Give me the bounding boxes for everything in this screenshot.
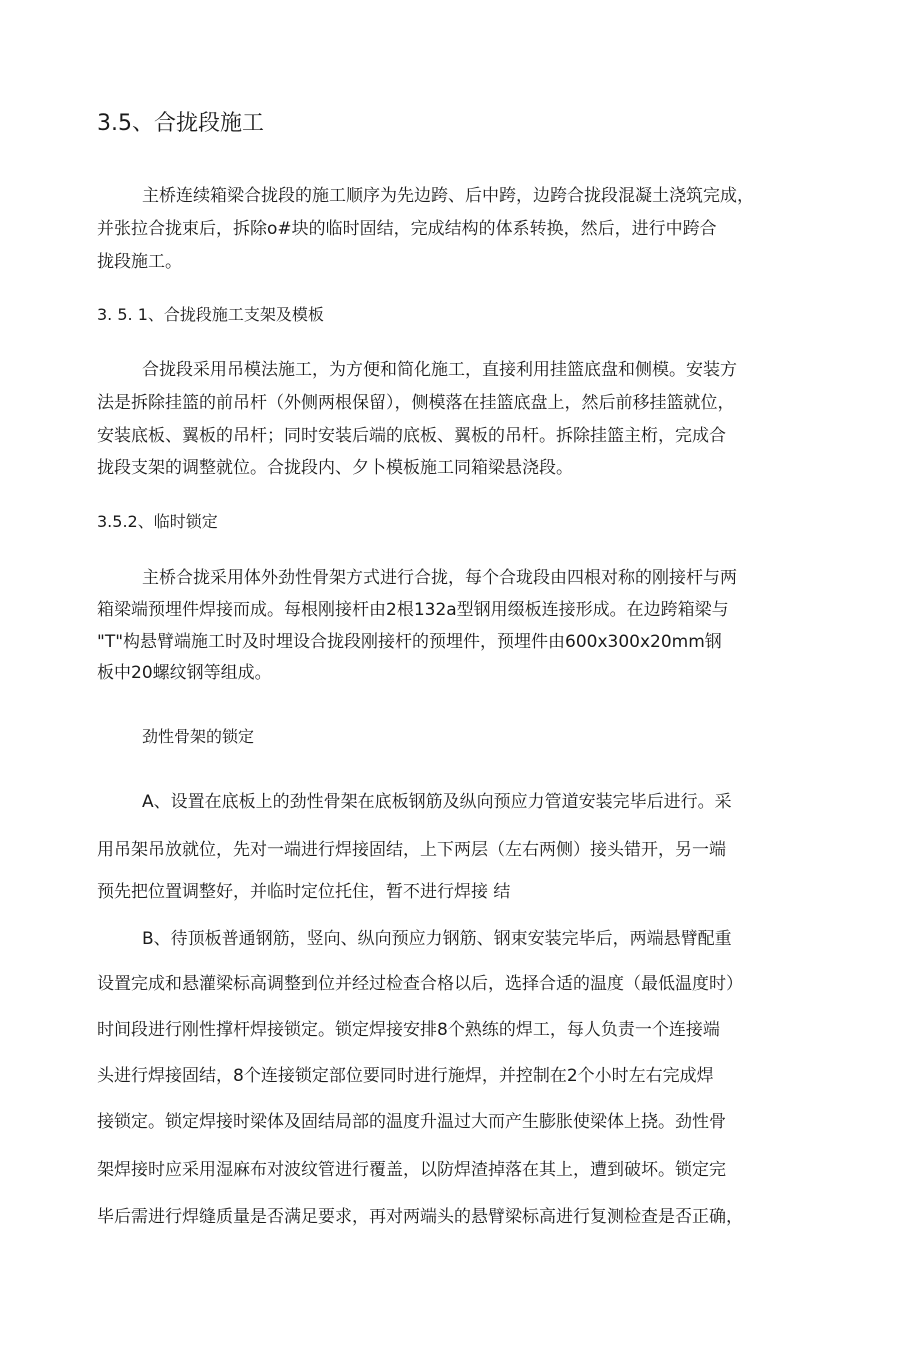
para3-line-2: 箱梁端预埋件焊接而成。每根刚接杆由2根132a型钢用缀板连接形成。在边跨箱梁与 — [97, 600, 729, 620]
para3-line-3: "T"构悬臂端施工时及时埋设合拢段刚接杆的预埋件，预埋件由600x300x20mm钢 — [97, 632, 722, 652]
subsection-heading-3: 劲性骨架的锁定 — [142, 727, 255, 746]
paraB-line-2: 设置完成和悬灌梁标高调整到位并经过检查合格以后，选择合适的温度（最低温度时） — [97, 974, 743, 994]
para1-line-3: 拢段施工。 — [97, 252, 182, 272]
paraA-line-3: 预先把位置调整好，并临时定位托住，暂不进行焊接 结 — [97, 882, 511, 902]
para3-line-1: 主桥合拢采用体外劲性骨架方式进行合拢，每个合珑段由四根对称的刚接杆与两 — [142, 568, 737, 588]
paraA-line-1: A、设置在底板上的劲性骨架在底板钢筋及纵向预应力管道安装完毕后进行。采 — [142, 792, 732, 812]
section-heading: 3.5、合拢段施工 — [97, 111, 264, 136]
paraB-line-7: 毕后需进行焊缝质量是否满足要求，再对两端头的悬臂梁标高进行复测检查是否正确， — [97, 1207, 743, 1227]
para2-line-1: 合拢段采用吊模法施工，为方便和简化施工，直接利用挂篮底盘和侧模。安装方 — [142, 360, 737, 380]
para3-line-4: 板中20螺纹钢等组成。 — [97, 663, 272, 683]
para1-line-2: 并张拉合拢束后，拆除o#块的临时固结，完成结构的体系转换，然后，进行中跨合 — [97, 219, 717, 239]
paraB-line-5: 接锁定。锁定焊接时梁体及固结局部的温度升温过大而产生膨胀使梁体上挠。劲性骨 — [97, 1112, 726, 1132]
para2-line-2: 法是拆除挂篮的前吊杆（外侧两根保留），侧模落在挂篮底盘上，然后前移挂篮就位， — [97, 393, 735, 413]
para1-line-1: 主桥连续箱梁合拢段的施工顺序为先边跨、后中跨，边跨合拢段混凝土浇筑完成， — [142, 186, 754, 206]
paraB-line-6: 架焊接时应采用湿麻布对波纹管进行覆盖，以防焊渣掉落在其上，遭到破坏。锁定完 — [97, 1160, 726, 1180]
subsection-heading-1: 3. 5. 1、合拢段施工支架及模板 — [97, 305, 324, 324]
paraB-line-1: B、待顶板普通钢筋，竖向、纵向预应力钢筋、钢束安装完毕后，两端悬臂配重 — [142, 929, 732, 949]
para2-line-3: 安装底板、翼板的吊杆；同时安装后端的底板、翼板的吊杆。拆除挂篮主桁，完成合 — [97, 426, 726, 446]
paraB-line-4: 头进行焊接固结，8个连接锁定部位要同时进行施焊，并控制在2个小时左右完成焊 — [97, 1066, 714, 1086]
paraA-line-2: 用吊架吊放就位，先对一端进行焊接固结，上下两层（左右两侧）接头错开，另一端 — [97, 840, 726, 860]
paraB-line-3: 时间段进行刚性撑杆焊接锁定。锁定焊接安排8个熟练的焊工，每人负责一个连接端 — [97, 1020, 720, 1040]
subsection-heading-2: 3.5.2、临时锁定 — [97, 512, 218, 531]
para2-line-4: 拢段支架的调整就位。合拢段内、夕卜模板施工同箱梁悬浇段。 — [97, 458, 573, 478]
